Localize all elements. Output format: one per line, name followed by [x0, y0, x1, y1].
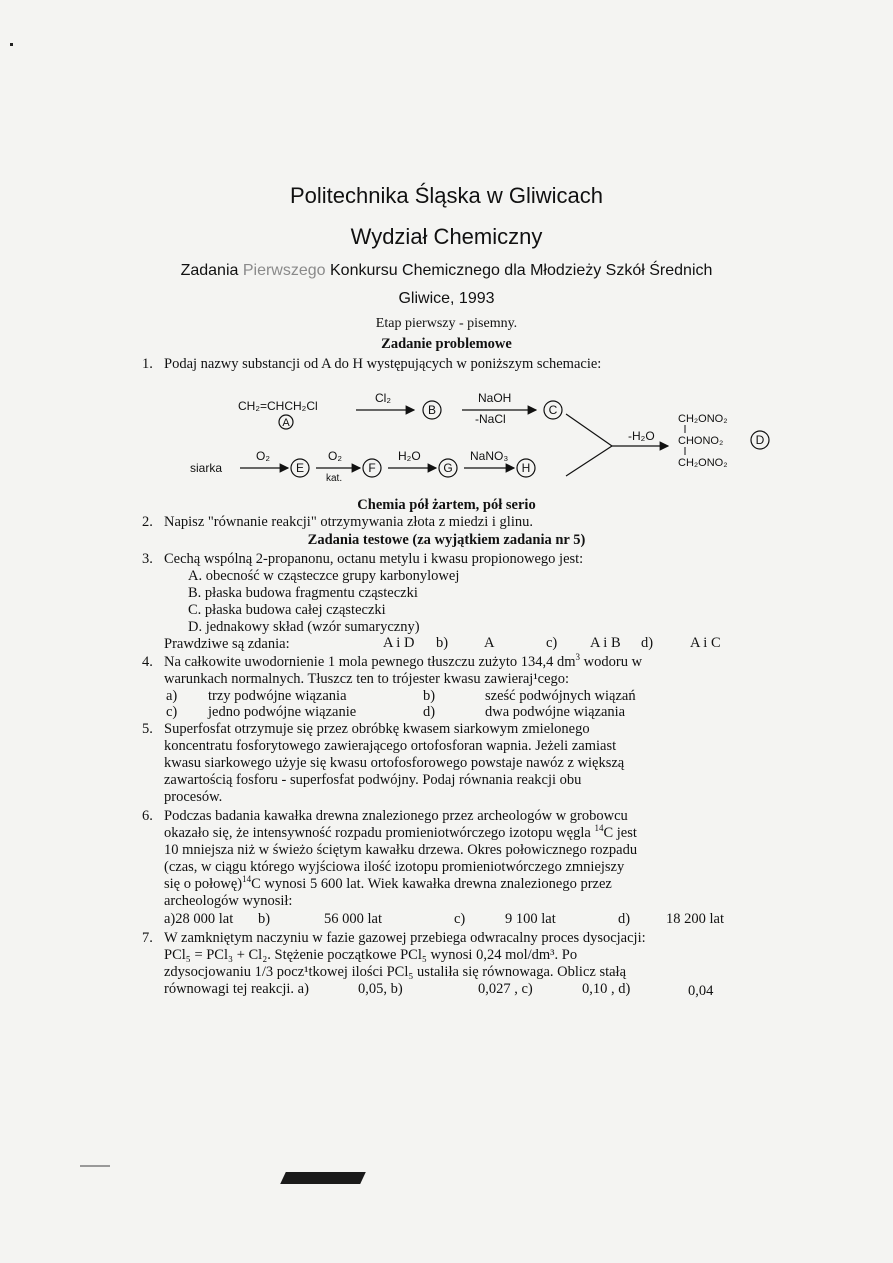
q3-option-a: A. obecność w cząsteczce grupy karbonylowej — [188, 568, 460, 584]
question-number: 4. — [142, 654, 153, 670]
q5-line-3: kwasu siarkowego użyje się kwasu ortofosforowego powstaje nawóz z większą — [164, 755, 625, 771]
scheme-label-c: C — [548, 403, 558, 417]
section-tests: Zadania testowe (za wyjątkiem zadania nr 5) — [307, 532, 586, 548]
question-number: 3. — [142, 551, 153, 567]
section-problem: Zadanie problemowe — [381, 336, 512, 352]
q7-answer-b: 0,027 , c) — [478, 981, 533, 997]
question-3 — [142, 551, 583, 567]
scheme-product-line-3: CH₂ONO₂ — [678, 457, 728, 469]
q6-line-1: Podczas badania kawałka drewna znalezionego przez archeologów w grobowcu — [164, 808, 628, 824]
contest-title-pre: Zadania — [180, 262, 243, 279]
contest-title — [0, 262, 893, 280]
q6-line-5a: się o połowę) — [164, 876, 243, 892]
section-joke: Chemia pół żartem, pół serio — [357, 497, 536, 513]
question-4 — [142, 654, 642, 670]
q7-line-3: zdysocjowaniu 1/3 pocz¹tkowej ilości PCl₅ ustaliła się równowaga. Oblicz stałą — [164, 964, 627, 980]
q6-line-2b: C jest — [603, 825, 637, 841]
q4-option-d: dwa podwójne wiązania — [485, 704, 626, 720]
q3-answer-d-label: d) — [641, 635, 654, 651]
scheme-product-line-2: CHONO₂ — [678, 435, 724, 447]
q6-superscript-2: 14 — [242, 874, 252, 885]
scheme-label-a: A — [282, 417, 290, 429]
faculty-title: Wydział Chemiczny — [350, 224, 543, 249]
q7-line-1: W zamkniętym naczyniu w fazie gazowej przebiega odwracalny proces dysocjacji: — [164, 930, 646, 946]
q7-answer-d: 0,04 — [688, 983, 714, 999]
scheme-reagent-cl2: Cl₂ — [375, 391, 391, 405]
question-text: Napisz "równanie reakcji" otrzymywania złota z miedzi i glinu. — [164, 514, 533, 530]
q5-line-4: zawartością fosforu - superfosfat podwójny. Podaj równania reakcji obu — [164, 772, 582, 788]
q3-answer-b: A — [484, 635, 495, 651]
q3-option-b: B. płaska budowa fragmentu cząsteczki — [188, 585, 418, 601]
q6-line-2a: okazało się, że intensywność rozpadu promieniotwórczego izotopu węgla — [164, 825, 595, 841]
q4-option-b: sześć podwójnych wiązań — [485, 688, 636, 704]
question-7 — [142, 930, 646, 946]
q6-answer-c-label: c) — [454, 911, 466, 927]
q3-answer-b-label: b) — [436, 635, 449, 651]
q5-line-5: procesów. — [164, 789, 223, 805]
q7-answer-c: 0,10 , d) — [582, 981, 631, 997]
scheme-label-d: D — [755, 433, 765, 447]
q3-answer-c-label: c) — [546, 635, 558, 651]
scheme-reagent-naoh: NaOH — [478, 391, 512, 405]
scheme-product-line-1: CH₂ONO₂ — [678, 413, 728, 425]
scheme-reagent-o2-2: O₂ — [328, 449, 342, 463]
q7-line-2: PCl₅ = PCl₃ + Cl₂. Stężenie początkowe PCl₅ wynosi 0,24 mol/dm³. Po — [164, 947, 578, 963]
q6-answer-d-label: d) — [618, 911, 631, 927]
scheme-reagent-h2o: H₂O — [398, 449, 421, 463]
q4-option-d-label: d) — [423, 704, 436, 720]
q7-answer-a: 0,05, b) — [358, 981, 403, 997]
q5-line-2: koncentratu fosforytowego zawierającego ortofosforan wapnia. Jeżeli zamiast — [164, 738, 617, 754]
scheme-reagent-minus-h2o: -H₂O — [628, 429, 655, 443]
scheme-sulfur: siarka — [190, 461, 223, 475]
q6-answer-c: 9 100 lat — [505, 911, 556, 927]
question-number: 5. — [142, 721, 153, 737]
q4-superscript: 3 — [575, 652, 581, 663]
scheme-label-h: H — [521, 461, 531, 475]
q6-answer-b: 56 000 lat — [324, 911, 382, 927]
question-text: Podaj nazwy substancji od A do H występujących w poniższym schemacie: — [164, 356, 602, 372]
question-2 — [142, 514, 533, 530]
question-number: 2. — [142, 514, 153, 530]
q6-line-5b: C wynosi 5 600 lat. Wiek kawałka drewna znalezionego przez — [251, 876, 612, 892]
q3-answer-a: A i D — [383, 635, 415, 651]
q6-superscript-1: 14 — [594, 823, 604, 834]
question-number: 7. — [142, 930, 153, 946]
scheme-start-compound: CH₂=CHCH₂Cl — [238, 399, 318, 413]
q4-option-c: jedno podwójne wiązanie — [208, 704, 357, 720]
scan-smudge — [280, 1172, 366, 1184]
question-number: 6. — [142, 808, 153, 824]
q3-true-label: Prawdziwe są zdania: — [164, 636, 290, 652]
q4-option-c-label: c) — [166, 704, 178, 720]
scheme-join-upper — [566, 414, 612, 446]
question-5 — [142, 721, 590, 737]
scheme-reagent-nacl: -NaCl — [475, 412, 506, 426]
q6-answer-b-label: b) — [258, 911, 271, 927]
stage-label: Etap pierwszy - pisemny. — [375, 316, 518, 331]
q4-option-a: trzy podwójne wiązania — [208, 688, 347, 704]
q4-option-a-label: a) — [166, 688, 178, 704]
q6-line-4: (czas, w ciągu którego wyjściowa ilość izotopu promieniotwórczego zmniejszy — [164, 859, 625, 875]
q4-line-1a: Na całkowite uwodornienie 1 mola pewnego tłuszczu zużyto 134,4 dm — [164, 654, 576, 670]
scheme-label-f: F — [368, 461, 376, 475]
scheme-reagent-kat: kat. — [326, 473, 343, 484]
q6-line-5 — [164, 876, 612, 892]
q3-answer-d: A i C — [690, 635, 721, 651]
contest-title-faint: Pierwszego — [242, 262, 326, 279]
question-text: Cechą wspólną 2-propanonu, octanu metylu i kwasu propionowego jest: — [164, 551, 584, 567]
scheme-join-lower — [566, 446, 612, 476]
scan-dots — [80, 1165, 110, 1167]
scheme-label-g: G — [443, 461, 453, 475]
q3-option-d: D. jednakowy skład (wzór sumaryczny) — [188, 619, 420, 635]
q4-line-2: warunkach normalnych. Tłuszcz ten to trójester kwasu zawieraj¹cego: — [164, 671, 570, 687]
university-title: Politechnika Śląska w Gliwicach — [289, 183, 604, 208]
q3-option-c: C. płaska budowa całej cząsteczki — [188, 602, 386, 618]
question-number: 1. — [142, 356, 153, 372]
q6-line-6: archeologów wynosił: — [164, 893, 293, 909]
q7-line-4: równowagi tej reakcji. a) — [164, 981, 309, 997]
q4-option-b-label: b) — [423, 688, 436, 704]
q6-answer-d: 18 200 lat — [666, 911, 724, 927]
scan-speck — [10, 43, 13, 46]
q6-answer-a: a)28 000 lat — [164, 911, 234, 927]
scheme-reagent-o2-1: O₂ — [256, 449, 270, 463]
q6-line-2 — [164, 825, 637, 841]
scheme-label-b: B — [427, 403, 437, 417]
contest-title-post: Konkursu Chemicznego dla Młodzieży Szkół Średnich — [325, 262, 713, 279]
q6-line-3: 10 mniejsza niż w świeżo ściętym kawałku drzewa. Okres połowicznego rozpadu — [164, 842, 638, 858]
q5-line-1: Superfosfat otrzymuje się przez obróbkę kwasem siarkowym zmielonego — [164, 721, 590, 737]
scheme-reagent-nano3: NaNO₃ — [470, 449, 509, 463]
q4-line-1b: wodoru w — [580, 654, 643, 670]
reaction-scheme — [190, 380, 780, 490]
question-1 — [142, 356, 601, 372]
q3-answer-c: A i B — [590, 635, 621, 651]
place-year: Gliwice, 1993 — [398, 290, 495, 307]
scheme-label-e: E — [295, 461, 305, 475]
question-6 — [142, 808, 628, 824]
